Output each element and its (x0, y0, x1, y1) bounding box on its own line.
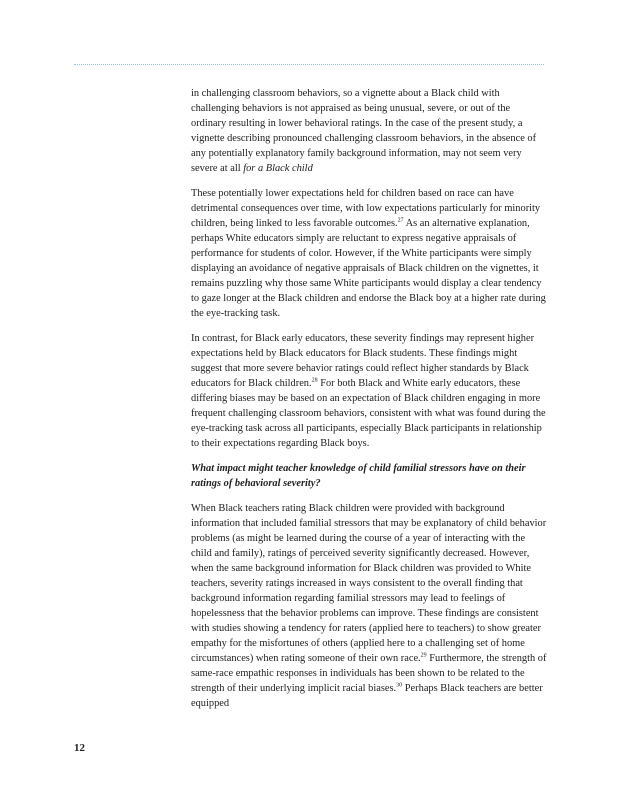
paragraph-2-text-b: As an alternative explanation, perhaps White educators simply are reluctant to express negative appraisals of performance for students of color. However, if the White participants were simply displaying an avoidance of negative appraisals of Black children on the vignettes, it remains puzzling why those same White participants would display a clear tendency to gaze longer at the Black children and endorse the Black boy at a higher rate during the eye-tracking task. (191, 218, 546, 319)
footnote-ref-28: 28 (311, 377, 318, 384)
paragraph-4-text-c: Perhaps Black teachers are better equipped (191, 683, 543, 709)
paragraph-3-text-b: For both Black and White early educators, these differing biases may be based on an expectation of Black children engaging in more frequent challenging classroom behaviors, consistent with what was found during the eye-tracking task across all participants, especially Black participants in relationship to their expectations regarding Black boys. (191, 378, 546, 449)
body-text (191, 86, 547, 721)
paragraph-4-text-b: Furthermore, the strength of same-race empathic responses in individuals has been shown to be related to the strength of their underlying implicit racial biases. (191, 653, 547, 694)
section-heading: What impact might teacher knowledge of child familial stressors have on their ratings of behavioral severity? (191, 463, 526, 489)
footnote-ref-29: 29 (420, 652, 427, 659)
paragraph-2-text-a: These potentially lower expectations held for children based on race can have detrimental consequences over time, with low expectations particularly for minority children, being linked to less favorable outcomes. (191, 188, 541, 229)
paragraph-3-text-a: In contrast, for Black early educators, these severity findings may represent higher expectations held by Black educators for Black students. These findings might suggest that more severe behavior ratings could reflect higher standards by Black educators for Black children. (191, 333, 535, 389)
page-number: 12 (74, 742, 85, 754)
paragraph-3 (191, 331, 547, 451)
footnote-ref-27: 27 (397, 217, 404, 224)
footnote-ref-30: 30 (396, 682, 403, 689)
paragraph-1-text: in challenging classroom behaviors, so a vignette about a Black child with challenging behaviors is not appraised as being unusual, severe, or out of the ordinary resulting in lower behavioral ratings. In the case of the present study, a vignette describing pronounced challenging classroom behaviors, in the absence of any potentially explanatory family background information, may not seem very severe at all (191, 88, 537, 174)
header-rule (74, 64, 544, 65)
paragraph-1 (191, 86, 547, 176)
paragraph-1-italic: for a Black child (243, 163, 313, 174)
paragraph-4 (191, 501, 547, 711)
paragraph-4-text-a: When Black teachers rating Black children were provided with background information that included familial stressors that may be explanatory of child behavior problems (as might be learned during the course of a year of interacting with the child and family), ratings of perceived severity significantly decreased. However, when the same background information for Black children was provided to White teachers, severity ratings increased in ways consistent to the overall finding that background information regarding familial stressors may lead to feelings of hopelessness that the behavior problems can improve. These findings are consistent with studies showing a tendency for raters (applied here to teachers) to show greater empathy for the misfortunes of others (applied here to a challenging set of home circumstances) when rating someone of their own race. (191, 503, 547, 664)
paragraph-2 (191, 186, 547, 321)
